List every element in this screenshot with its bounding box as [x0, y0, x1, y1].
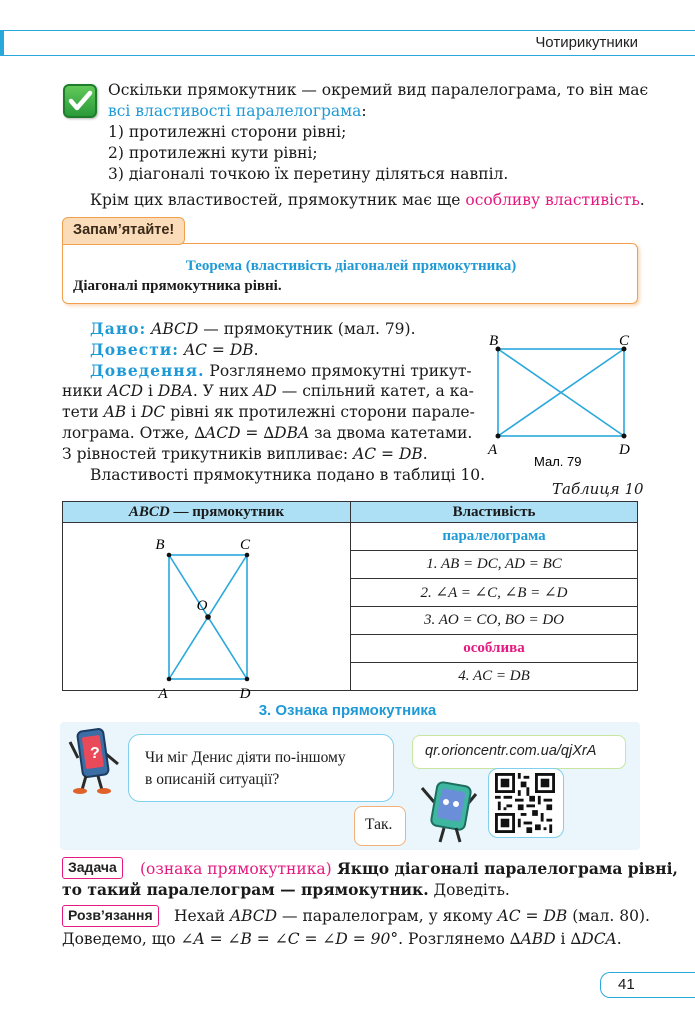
- s2b: ∠A = ∠B = ∠C = ∠D = 90°: [180, 930, 399, 948]
- proof-line1: [90, 360, 472, 382]
- question-line-1: Чи міг Денис діяти по-іншому: [145, 749, 346, 766]
- p3c: і: [126, 403, 141, 421]
- extra-highlight: особливу властивість: [465, 191, 640, 209]
- fig79-caption: Мал. 79: [534, 454, 582, 469]
- header-left-text: — прямокутник: [169, 503, 285, 520]
- intro-line2: [108, 101, 367, 122]
- table-figure-cell: [63, 523, 351, 702]
- p3b: AB: [103, 403, 127, 421]
- qr-link[interactable]: qr.orioncentr.com.ua/qjXrA: [425, 743, 597, 759]
- task-text-l2-tail: Доведіть.: [428, 881, 510, 899]
- page-number-tab: [600, 972, 695, 998]
- tbl-label-a: A: [158, 685, 168, 702]
- intro-line1: Оскільки прямокутник — окремий вид паралелограма, то він має: [108, 81, 649, 99]
- s2e: і: [555, 930, 571, 948]
- qr-code-icon[interactable]: [495, 773, 555, 833]
- remember-label: Запам’ятайте!: [62, 217, 185, 245]
- s2f: ∆DCA: [570, 930, 617, 948]
- tbl-label-c: C: [239, 536, 251, 553]
- p3e: рівні як протилежні сторони парале-: [165, 403, 475, 421]
- solution-label: Розв’язання: [62, 905, 159, 927]
- phone-character-icon: [66, 724, 128, 794]
- theorem-text: Діагоналі прямокутника рівні.: [73, 278, 282, 294]
- s2d: ∆ABD: [509, 930, 556, 948]
- given-line: [90, 318, 416, 340]
- fig79-label-d: D: [619, 442, 630, 458]
- p3a: тети: [62, 403, 104, 421]
- intro-item-3: 3) діагоналі точкою їх перетину діляться навпіл.: [108, 165, 509, 183]
- proof-line3: [62, 402, 475, 423]
- section-title: 3. Ознака прямокутника: [258, 702, 437, 719]
- p2d: DBA: [157, 382, 193, 400]
- tbl-label-o: O: [196, 597, 208, 614]
- prove-math: AC = DB: [183, 341, 254, 359]
- header-left-math: ABCD: [128, 503, 170, 520]
- task-line2: [62, 879, 510, 901]
- checkmark-icon: [63, 84, 97, 118]
- given-math: ABCD: [151, 320, 199, 338]
- s2c: . Розглянемо: [398, 930, 510, 948]
- properties-table: [62, 501, 638, 702]
- proof-line6: Властивості прямокутника подано в таблиці 10.: [90, 466, 486, 484]
- p4b: ∆ACD = ∆DBA: [194, 424, 310, 442]
- figure-79: [480, 328, 640, 478]
- theorem-box: [62, 243, 638, 304]
- task-text-l2: то такий паралелограм — прямокутник.: [62, 880, 429, 899]
- qr-link-box[interactable]: [412, 735, 626, 769]
- extra-suffix: .: [639, 191, 645, 209]
- solution-line2: [62, 929, 622, 950]
- group-parallelogram: паралелограма: [351, 523, 638, 551]
- row-property-2: 2. ∠A = ∠C, ∠B = ∠D: [351, 579, 638, 607]
- proof-l1: Розглянемо прямокутні трикут-: [204, 362, 472, 380]
- header-accent: [0, 30, 4, 56]
- p2g: — спільний катет, а ка-: [276, 382, 474, 400]
- solution-line1: [174, 906, 650, 927]
- answer-bubble: [354, 806, 406, 846]
- fig79-label-b: B: [489, 333, 499, 349]
- theorem-title: Теорема (властивість діагоналей прямокутника): [185, 258, 517, 274]
- p5b: AC = DB: [353, 445, 423, 463]
- group-special: особлива: [351, 635, 638, 663]
- row-property-4: 4. AC = DB: [351, 663, 638, 691]
- intro-highlight: всі властивості паралелограма: [108, 102, 362, 120]
- task-line1: [140, 858, 678, 880]
- proof-line5: [62, 444, 428, 465]
- p3d: DC: [141, 403, 166, 421]
- question-text: [145, 747, 346, 791]
- task-label: Задача: [62, 857, 123, 879]
- page-number: 41: [618, 976, 635, 993]
- tbl-center-point: [205, 614, 211, 620]
- table-header-right: Властивість: [351, 502, 638, 523]
- intro-extra: [90, 190, 645, 211]
- s1e: (мал. 80).: [567, 907, 650, 925]
- tablet-character-icon: [412, 770, 484, 846]
- row-property-3: 3. AO = CO, BO = DO: [351, 607, 638, 635]
- proof-line2: [62, 381, 474, 402]
- s1b: ABCD: [229, 907, 278, 925]
- prove-tail: .: [253, 341, 259, 359]
- row-property-1: 1. AB = DC, AD = BC: [351, 551, 638, 579]
- table-header-left: [63, 502, 351, 523]
- intro-item-1: 1) протилежні сторони рівні;: [108, 123, 347, 141]
- tbl-label-d: D: [239, 685, 251, 702]
- s1c: — паралелограм, у якому: [277, 907, 498, 925]
- table-rectangle-figure: [63, 524, 350, 702]
- p2f: AD: [253, 382, 277, 400]
- p2c: і: [143, 382, 158, 400]
- question-bubble: [128, 734, 394, 802]
- svg-text:?: ?: [90, 745, 100, 762]
- prove-line: [90, 339, 259, 361]
- given-text: — прямокутник (мал. 79).: [198, 320, 416, 338]
- extra-prefix: Крім цих властивостей, прямокутник має ще: [90, 191, 466, 209]
- fig79-label-c: C: [619, 333, 630, 349]
- p5a: З рівностей трикутників випливає:: [62, 445, 354, 463]
- s2a: Доведемо, що: [62, 930, 181, 948]
- p5c: .: [422, 445, 428, 463]
- table-caption: Таблиця 10: [552, 480, 644, 498]
- p2e: . У них: [192, 382, 254, 400]
- answer-text: Так.: [365, 816, 393, 833]
- p4a: лограма. Отже,: [62, 424, 195, 442]
- s1d: AC = DB: [497, 907, 568, 925]
- question-line-2: в описаній ситуації?: [145, 771, 280, 788]
- tbl-label-b: B: [155, 536, 165, 553]
- given-label: Дано:: [90, 319, 147, 338]
- prove-label: Довести:: [90, 340, 180, 359]
- fig79-label-a: A: [488, 442, 498, 458]
- proof-line4: [62, 423, 472, 444]
- qr-code-frame[interactable]: [488, 768, 564, 838]
- s1a: Нехай: [174, 907, 230, 925]
- proof-label: Доведення.: [90, 361, 205, 380]
- s2g: .: [616, 930, 622, 948]
- p2a: ники: [62, 382, 108, 400]
- chapter-title: Чотирикутники: [535, 34, 638, 51]
- p4c: за двома катетами.: [309, 424, 473, 442]
- task-text-l1: Якщо діагоналі паралелограма рівні,: [331, 859, 678, 878]
- intro-line2-tail: :: [361, 102, 367, 120]
- p2b: ACD: [107, 382, 144, 400]
- intro-item-2: 2) протилежні кути рівні;: [108, 144, 318, 162]
- task-paren: (ознака прямокутника): [140, 860, 332, 878]
